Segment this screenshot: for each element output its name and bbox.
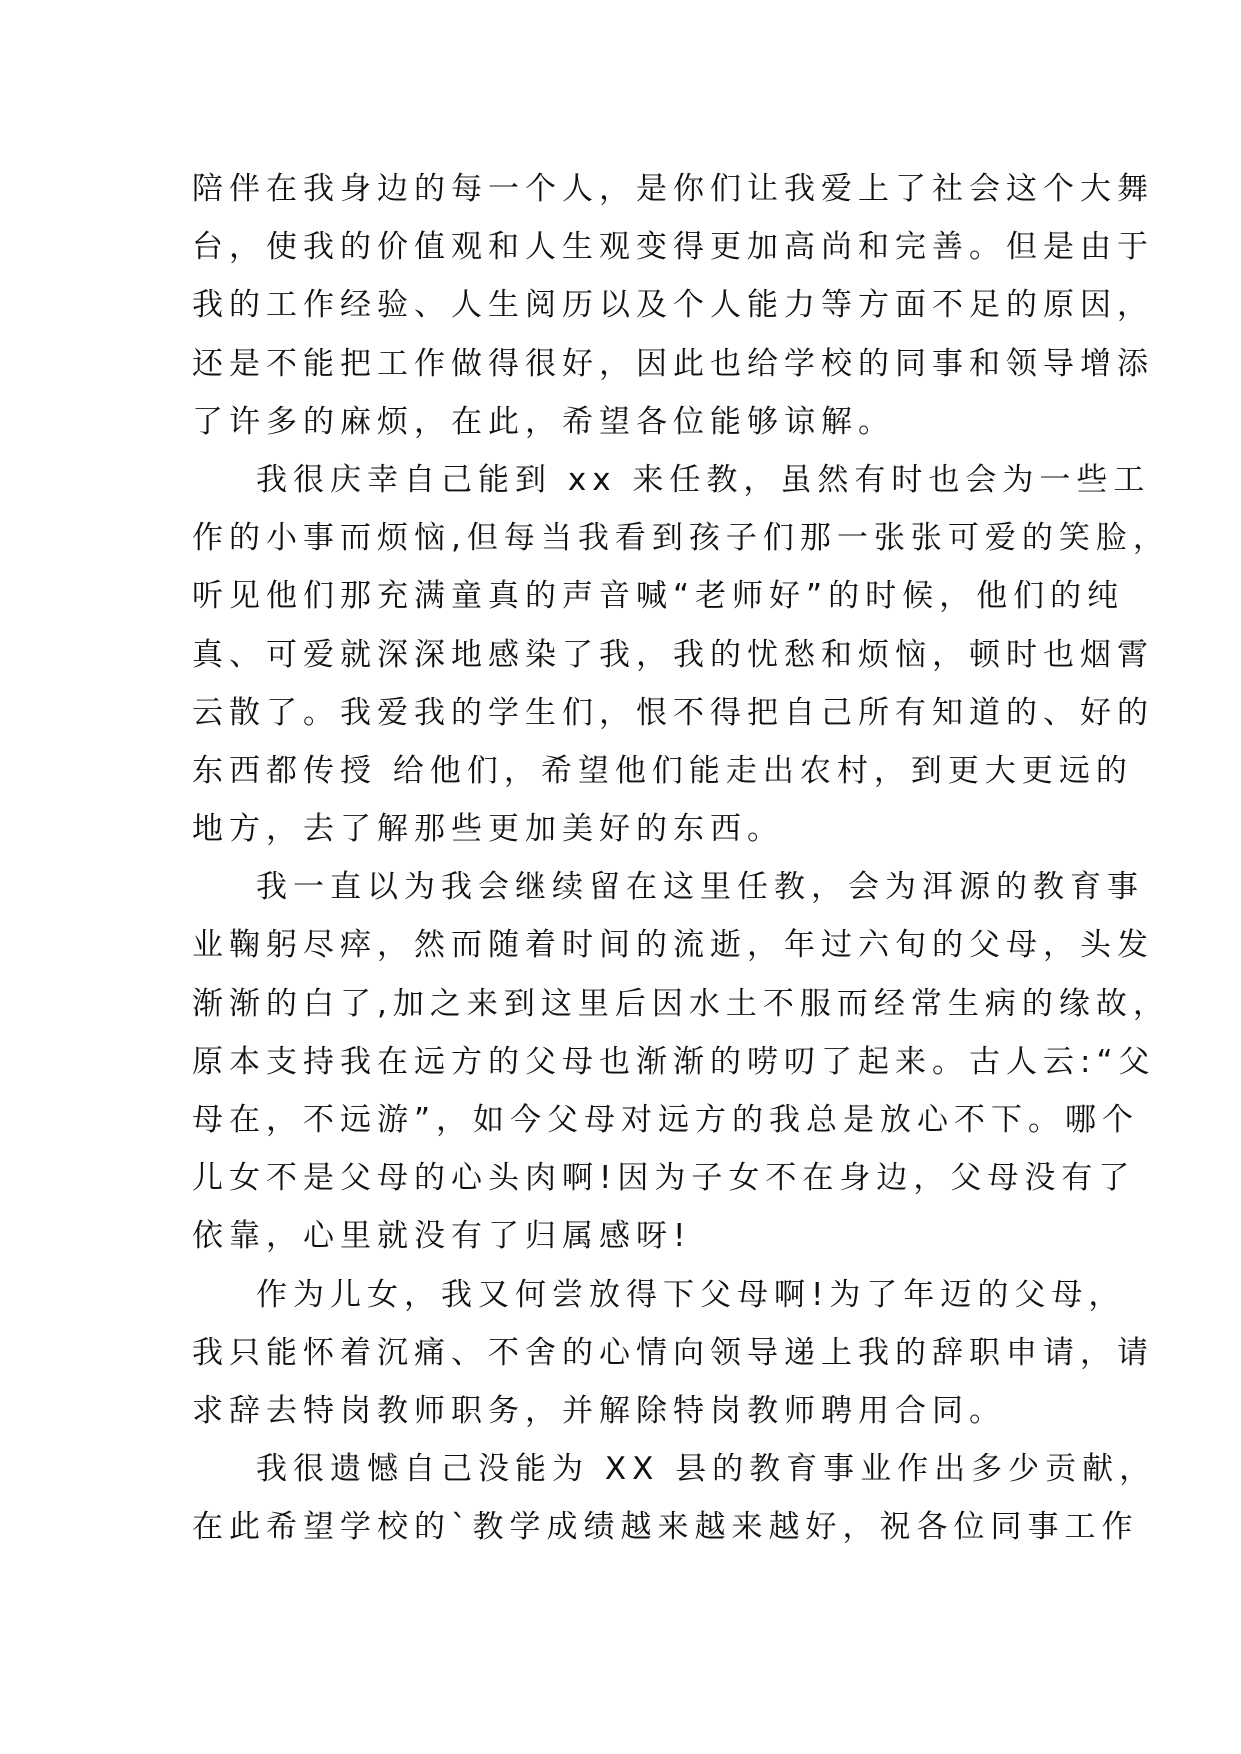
text-line: 业鞠躬尽瘁，然而随着时间的流逝，年过六旬的父母，头发 xyxy=(192,927,1154,964)
paragraph-first-line: 作为儿女，我又何尝放得下父母啊!为了年迈的父母， xyxy=(256,1276,1126,1313)
text-line: 母在，不远游”，如今父母对远方的我总是放心不下。哪个 xyxy=(192,1102,1140,1138)
text-line: 儿女不是父母的心头肉啊!因为子女不在身边，父母没有了 xyxy=(192,1160,1136,1197)
text-line: 陪伴在我身边的每一个人，是你们让我爱上了社会这个大舞 xyxy=(192,171,1154,207)
letter-body xyxy=(192,160,1170,1557)
text-line: 东西都传授 给他们，希望他们能走出农村，到更大更远的 xyxy=(192,752,1133,789)
text-line: 真、可爱就深深地感染了我，我的忧愁和烦恼，顿时也烟霄 xyxy=(192,636,1154,673)
paragraph-first-line: 我很庆幸自己能到 xx 来任教，虽然有时也会为一些工 xyxy=(256,461,1151,498)
text-line: 台，使我的价值观和人生观变得更加高尚和完善。但是由于 xyxy=(192,229,1154,266)
text-line: 云散了。我爱我的学生们，恨不得把自己所有知道的、好的 xyxy=(192,694,1154,731)
text-line: 了许多的麻烦，在此，希望各位能够谅解。 xyxy=(192,403,895,440)
text-line: 听见他们那充满童真的声音喊“老师好”的时候，他们的纯 xyxy=(192,578,1125,615)
text-line: 渐渐的白了,加之来到这里后因水土不服而经常生病的缘故， xyxy=(192,985,1170,1022)
text-line: 原本支持我在远方的父母也渐渐的唠叨了起来。古人云:“父 xyxy=(192,1043,1156,1080)
text-line: 作的小事而烦恼,但每当我看到孩子们那一张张可爱的笑脸， xyxy=(192,520,1170,557)
text-line: 求辞去特岗教师职务，并解除特岗教师聘用合同。 xyxy=(192,1392,1006,1429)
text-line: 我的工作经验、人生阅历以及个人能力等方面不足的原因， xyxy=(192,287,1154,324)
text-line: 还是不能把工作做得很好，因此也给学校的同事和领导增添 xyxy=(192,345,1154,382)
text-line: 依靠，心里就没有了归属感呀! xyxy=(192,1218,692,1255)
text-line: 地方，去了解那些更加美好的东西。 xyxy=(192,811,784,848)
text-line: 在此希望学校的`教学成绩越来越来越好，祝各位同事工作 xyxy=(192,1509,1139,1546)
paragraph-first-line: 我很遗憾自己没能为 XX 县的教育事业作出多少贡献， xyxy=(256,1451,1157,1488)
paragraph-first-line: 我一直以为我会继续留在这里任教，会为洱源的教育事 xyxy=(256,869,1144,906)
text-line: 我只能怀着沉痛、不舍的心情向领导递上我的辞职申请，请 xyxy=(192,1334,1154,1371)
